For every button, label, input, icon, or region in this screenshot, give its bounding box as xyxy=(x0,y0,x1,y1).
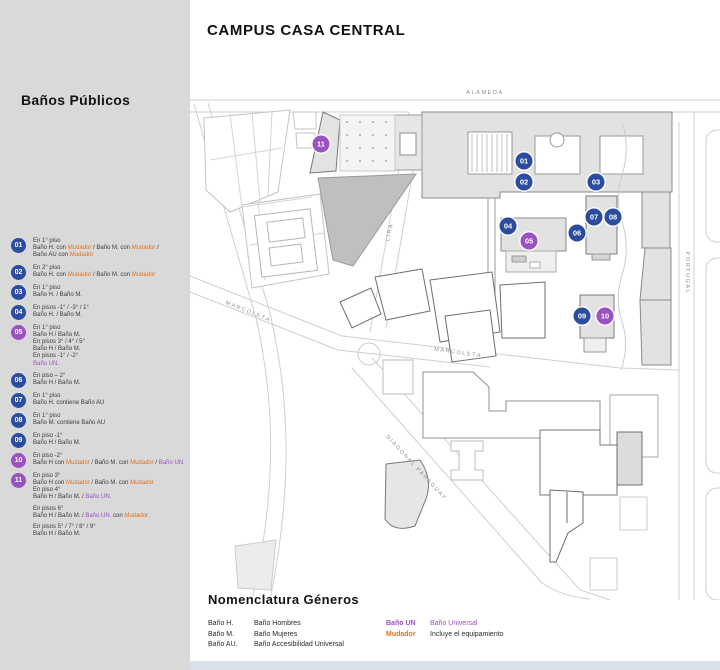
description-line: En 1° piso xyxy=(33,324,61,331)
description-line: Baño H / Baño M. xyxy=(33,331,81,338)
nomenclature-right-column xyxy=(386,619,504,640)
list-item-11 xyxy=(11,472,187,539)
legend-desc: Baño Mujeres xyxy=(254,630,298,638)
description-line: Baño H / Baño M. xyxy=(33,440,81,447)
location-description xyxy=(33,412,105,428)
description-line: En 2° piso xyxy=(33,264,61,271)
street-label-alameda: ALAMEDA xyxy=(466,90,504,96)
street-label-lira: LIRA xyxy=(385,222,395,242)
location-badge-01: 01 xyxy=(11,238,26,253)
legend-abbr: Mudador xyxy=(386,630,416,638)
legend-abbr: Baño M. xyxy=(208,630,235,638)
list-item-01 xyxy=(11,237,187,260)
sidebar xyxy=(0,0,190,670)
location-badge-11: 11 xyxy=(11,473,26,488)
street-label-portugal: PORTUGAL xyxy=(684,251,690,295)
description-line: En piso 3° xyxy=(33,472,61,479)
legend-desc: Incluye el equipamiento xyxy=(430,630,504,638)
list-item-03 xyxy=(11,284,187,300)
legend-row xyxy=(208,630,344,641)
location-badge-02: 02 xyxy=(11,265,26,280)
nomenclature-left-column xyxy=(208,619,344,651)
description-line: En pisos 6° xyxy=(33,505,64,512)
map-marker-09: 09 xyxy=(574,308,591,325)
description-line: Baño H. contiene Baño AU xyxy=(33,400,105,407)
street-label-diagonal-paraguay: DIAGONAL PARAGUAY xyxy=(384,434,448,502)
list-item-04 xyxy=(11,304,187,320)
location-description xyxy=(33,372,80,388)
legend-desc: Baño Hombres xyxy=(254,620,301,627)
location-description xyxy=(33,472,154,539)
description-line: En 1° piso xyxy=(33,392,61,399)
map-marker-08: 08 xyxy=(605,209,622,226)
description-line: Baño H. con Mudador / Baño M. con Mudador / xyxy=(33,245,159,252)
street-label-marcoleta: MARCOLETA xyxy=(224,300,272,324)
description-line: Baño UN. xyxy=(33,360,60,367)
description-line: En piso – 2° xyxy=(33,372,66,379)
sidebar-title: Baños Públicos xyxy=(21,92,131,108)
legend-row xyxy=(208,640,344,651)
description-line: Baño H / Baño M. / Baño UN. con Mudador xyxy=(33,512,149,519)
map-marker-03: 03 xyxy=(588,174,605,191)
description-line: En pisos -1° / -3° / 1° xyxy=(33,304,89,311)
description-line: Baño H / Baño M. xyxy=(33,346,81,353)
campus-map xyxy=(190,70,720,600)
map-marker-11: 11 xyxy=(313,136,330,153)
description-line: En piso -1° xyxy=(33,432,63,439)
legend-abbr: Baño AU. xyxy=(208,641,238,648)
description-line: En piso -2° xyxy=(33,452,63,459)
location-description xyxy=(33,264,155,280)
description-line: Baño H. con Mudador / Baño M. con Mudador xyxy=(33,271,156,278)
location-description xyxy=(33,304,89,320)
list-item-09 xyxy=(11,432,187,448)
map-marker-10: 10 xyxy=(597,308,614,325)
location-badge-04: 04 xyxy=(11,305,26,320)
map-marker-04: 04 xyxy=(500,218,517,235)
map-marker-05: 05 xyxy=(521,233,538,250)
description-line: Baño H con Mudador / Baño M. con Mudador / Baño UN. xyxy=(33,460,185,467)
page-title: CAMPUS CASA CENTRAL xyxy=(207,22,406,39)
location-badge-03: 03 xyxy=(11,285,26,300)
nomenclature-title: Nomenclatura Géneros xyxy=(208,592,360,607)
description-line: En 1° piso xyxy=(33,412,61,419)
marker-layer xyxy=(190,70,720,600)
location-badge-08: 08 xyxy=(11,413,26,428)
legend-row xyxy=(386,619,504,630)
legend-abbr: Baño UN xyxy=(386,620,416,627)
list-item-05 xyxy=(11,324,187,368)
map-marker-02: 02 xyxy=(516,174,533,191)
location-description xyxy=(33,284,82,300)
location-badge-09: 09 xyxy=(11,433,26,448)
legend-abbr: Baño H. xyxy=(208,620,234,627)
location-description xyxy=(33,432,80,448)
location-badge-06: 06 xyxy=(11,373,26,388)
street-label-marcoleta: MARCOLETA xyxy=(433,346,483,360)
description-line: Baño H. / Baño M. xyxy=(33,311,83,318)
legend-desc: Baño Accesibilidad Universal xyxy=(254,641,344,648)
description-line: Baño H / Baño M. xyxy=(33,380,81,387)
description-line: Baño AU con Mudador xyxy=(33,252,94,259)
location-badge-05: 05 xyxy=(11,325,26,340)
description-line: En piso 4° xyxy=(33,487,61,494)
description-line: En 1° piso xyxy=(33,238,61,244)
description-line: Baño M. contiene Baño AU xyxy=(33,420,106,427)
location-description xyxy=(33,392,104,408)
legend-desc: Baño Universal xyxy=(430,620,478,627)
location-badge-10: 10 xyxy=(11,453,26,468)
map-marker-01: 01 xyxy=(516,153,533,170)
description-line: En pisos 5° / 7° / 8° / 9° xyxy=(33,524,96,531)
description-line: En 1° piso xyxy=(33,284,61,291)
list-item-07 xyxy=(11,392,187,408)
list-item-08 xyxy=(11,412,187,428)
description-line: En pisos -1° / -2° xyxy=(33,353,79,360)
list-item-06 xyxy=(11,372,187,388)
description-line: Baño H con Mudador / Baño M. con Mudador xyxy=(33,480,154,487)
location-description xyxy=(33,237,159,260)
bathroom-location-list xyxy=(11,237,187,542)
description-line: Baño H. / Baño M. xyxy=(33,291,83,298)
bottom-strip xyxy=(190,661,720,670)
list-item-10 xyxy=(11,452,187,468)
legend-row xyxy=(386,630,504,641)
map-marker-06: 06 xyxy=(569,225,586,242)
location-description xyxy=(33,324,85,368)
description-line: Baño H / Baño M. xyxy=(33,531,81,538)
description-line: Baño H / Baño M. / Baño UN. xyxy=(33,494,112,501)
location-badge-07: 07 xyxy=(11,393,26,408)
legend-row xyxy=(208,619,344,630)
map-marker-07: 07 xyxy=(586,209,603,226)
location-description xyxy=(33,452,185,468)
list-item-02 xyxy=(11,264,187,280)
description-line: En pisos 3° / 4° / 5° xyxy=(33,339,85,346)
